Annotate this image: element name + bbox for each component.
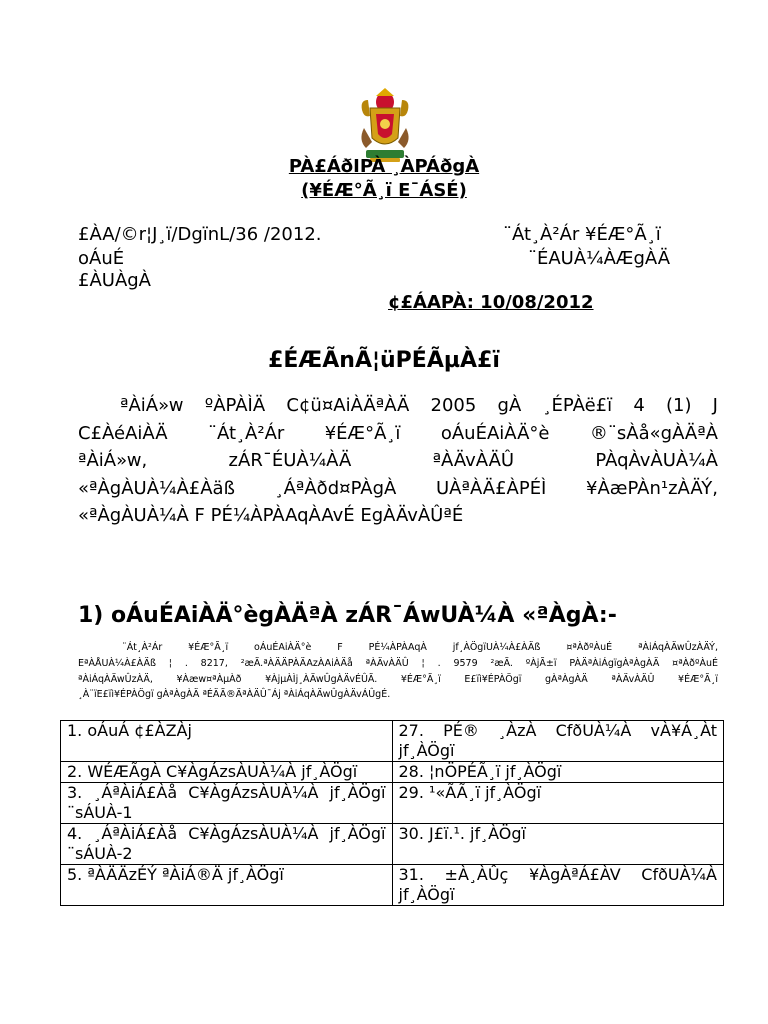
table-cell: 27. PÉ® ¸ÀzÀ CfðUÀ¼À vÀ¥Á¸Àt jf¸ÀÖgï: [392, 721, 724, 762]
office-subtitle: (¥ÉÆ°Ã¸ï E¯ÁSÉ): [301, 180, 467, 201]
paragraph-line: C£ÀéAiÀÄ ¨Át¸À²Ár ¥ÉÆ°Ã¸ï oÁuÉAiÀÄ°è ®¨sÀå«gÀÄªÀ: [78, 422, 718, 444]
state-emblem-icon: [354, 88, 416, 164]
office-title: PÀ£ÁðIPÀ ¸ÀPÁðgÀ: [288, 156, 480, 177]
table-cell: 2. WÉÆÃgÀ C¥ÀgÁzsÀUÀ¼À jf¸ÀÖgï: [61, 762, 393, 783]
paragraph-line: «ªÀgÀUÀ¼À£Àäß ¸ÁªÀðd¤PÀgÀ UÀªÀÄ£ÀPÉÌ ¥ÀæPÀn¹zÀÄÝ,: [78, 477, 718, 499]
small-paragraph-line: ¸À¨ïE£ïì¥ÉPÀÖgï gÀªÀgÀÄ ªÉÄÃ®ÄªÀÄÛ¯Áj ªÀiÁqÀÄwÛgÀÄvÁÛgÉ.: [78, 689, 391, 701]
table-row: [61, 824, 724, 865]
notice-heading: £ÉÆÃnÃ¦üPÉÃµÀ£ï: [268, 348, 500, 373]
city-name: ¨ÉAUÀ¼ÀÆgÀÄ: [528, 248, 671, 269]
table-cell: 1. oÁuÁ ¢£ÀZÀj: [61, 721, 393, 762]
table-row: [61, 721, 724, 762]
paragraph-line: ªÀiÁ»w, zÁR¯ÉUÀ¼ÀÄ ªÀÄvÀÄÛ PÀqÀvÀUÀ¼À: [78, 450, 718, 471]
table-cell: 28. ¦nÖPÉÃ¸ï jf¸ÀÖgï: [392, 762, 724, 783]
paragraph-line: «ªÀgÀUÀ¼À F PÉ¼ÀPÀAqÀAvÉ EgÀÄvÀÛªÉ: [78, 505, 464, 526]
table-cell: 29. ¹«ÃÃ¸ï jf¸ÀÖgï: [392, 783, 724, 824]
small-paragraph-line: EªÀÅUÀ¼À£ÀÄß ¦ . 8217, ²æÃ.ªÀÄÄPÀÄAzÀAiÀÄå ªÀÄvÀÄÛ ¦ . 9579 ²æÃ. ºÀjÃ±ï PÀÄªÀiÁgïgÀªÀgÀÄ ¤ªÀðºÀuÉ: [78, 657, 718, 669]
station-name: ¨Át¸À²Ár ¥ÉÆ°Ã¸ï: [503, 224, 661, 245]
reference-line-2: oÁuÉ: [78, 248, 125, 269]
paragraph-line: ªÀiÁ»w ºÀPÀÌÄ C¢ü¤AiÀÄªÀÄ 2005 gÀ ¸ÉPÀë£ï 4 (1) J: [120, 395, 718, 416]
reference-line-3: £ÀUÀgÀ: [78, 270, 151, 291]
table-cell: 30. J£ï.¹. jf¸ÀÖgï: [392, 824, 724, 865]
table-row: [61, 762, 724, 783]
table-row: [61, 783, 724, 824]
small-paragraph-line: ¨Át¸À²Ár ¥ÉÆ°Ã¸ï oÁuÉAiÀÄ°è F PÉ¼ÀPÀAqÀ jf¸ÀÖgïUÀ¼À£ÀÄß ¤ªÀðºÀuÉ ªÀiÁqÀÄwÛzÀÄÝ,: [122, 642, 718, 653]
section-heading: 1) oÁuÉAiÀÄ°ègÀÄªÀ zÁR¯ÁwUÀ¼À «ªÀgÀ:-: [78, 603, 617, 628]
notice-paragraph: [78, 392, 718, 530]
small-paragraph-line: ªÀiÁqÀÄwÛzÀÄ, ¥Àæw¤ªÀµÀð ¥ÀjµÀÌj¸ÀÄwÛgÀÄvÉÛÃ. ¥ÉÆ°Ã¸ï E£ïì¥ÉPÀÖgï gÀªÀgÀÄ ªÀÄvÀÄÛ ¥ÉÆ°Ã¸ï: [78, 673, 718, 685]
table-cell: 5. ªÀÄÄzÉÝ ªÀiÁ®Ä jf¸ÀÖgï: [61, 865, 393, 906]
section-paragraph: [78, 640, 718, 703]
register-table: [60, 720, 724, 906]
table-cell: 31. ±À¸ÀÛç ¥ÀgÀªÁ£ÀV CfðUÀ¼À jf¸ÀÖgï: [392, 865, 724, 906]
reference-number: £ÀA/©r¦J¸ï/DgïnL/36 /2012.: [78, 224, 322, 245]
table-cell: 4. ¸ÁªÀiÁ£Àå C¥ÀgÁzsÀUÀ¼À jf¸ÀÖgï ¨sÁUÀ-2: [61, 824, 393, 865]
table-cell: 3. ¸ÁªÀiÁ£Àå C¥ÀgÁzsÀUÀ¼À jf¸ÀÖgï ¨sÁUÀ-1: [61, 783, 393, 824]
notice-date: ¢£ÁAPÀ: 10/08/2012: [388, 292, 594, 313]
table-row: [61, 865, 724, 906]
